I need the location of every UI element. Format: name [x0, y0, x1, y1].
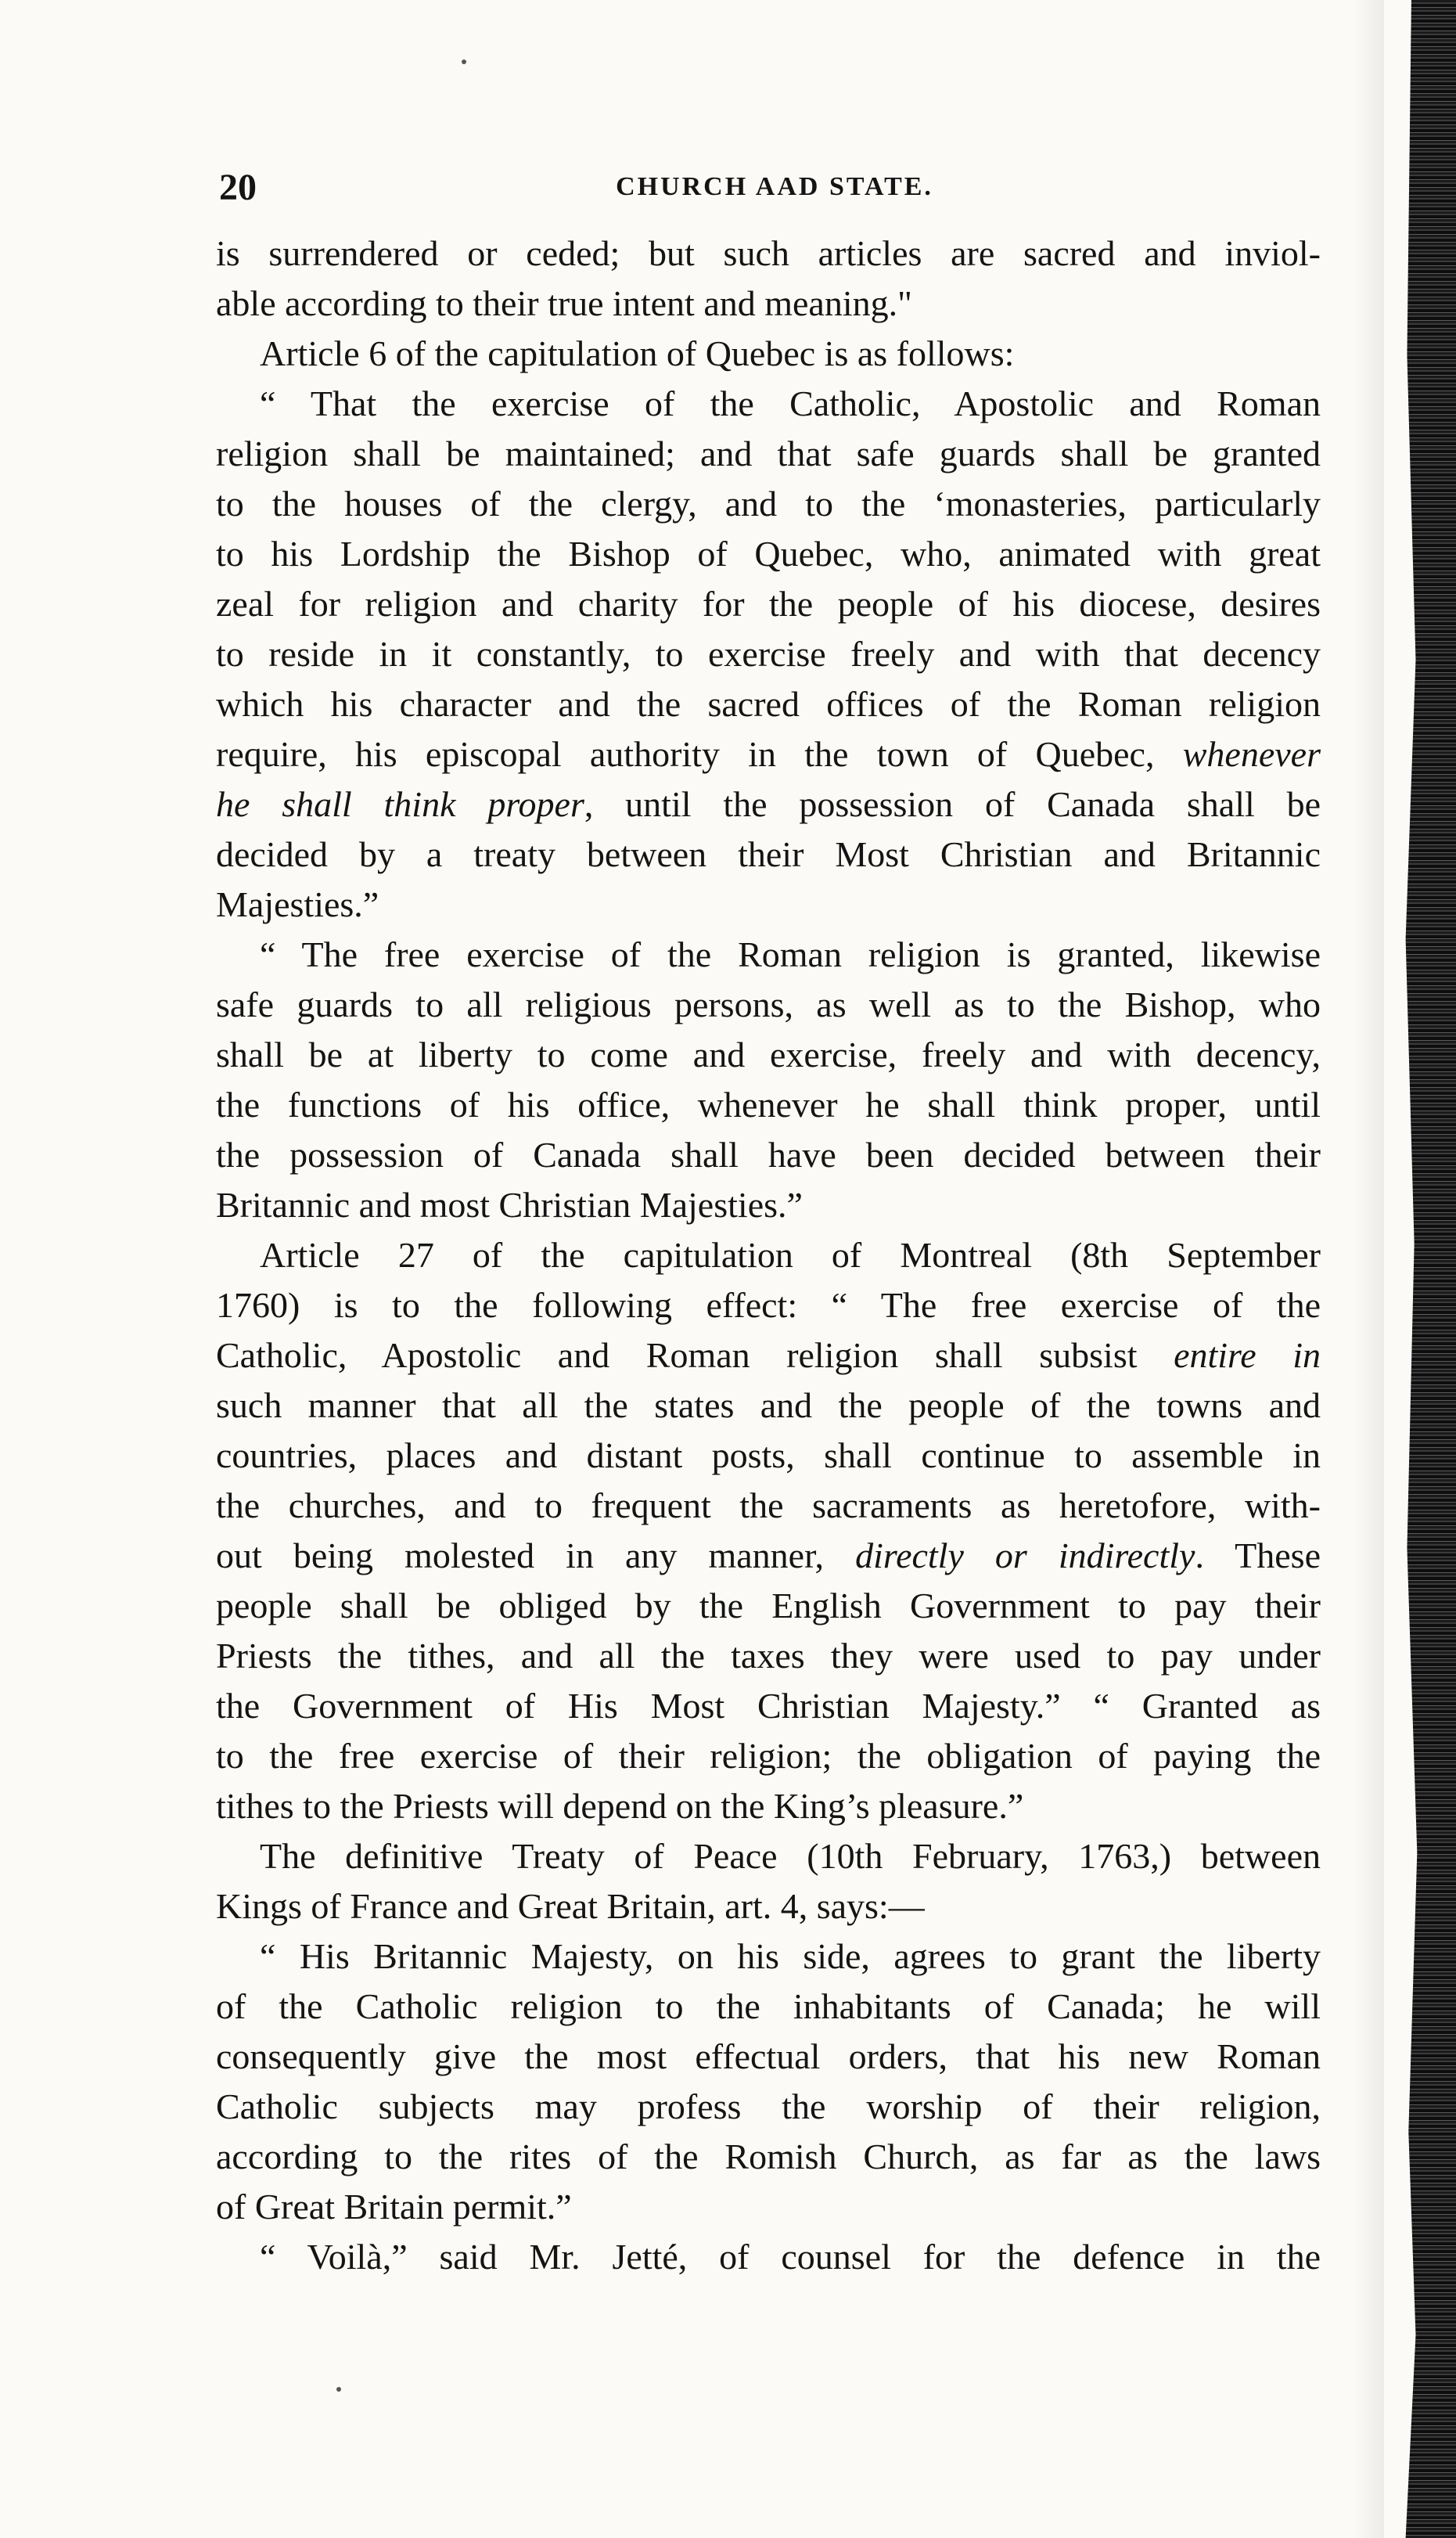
text-line: to the houses of the clergy, and to the ‘monasteries, particularly — [216, 484, 1321, 524]
ink-speck — [462, 59, 466, 64]
page-number: 20 — [219, 167, 257, 208]
page-header — [219, 166, 1330, 213]
text-line: is surrendered or ceded; but such articles are sacred and inviol- — [216, 233, 1321, 273]
text-line: able according to their true intent and meaning." — [216, 283, 912, 323]
text-line: people shall be obliged by the English Government to pay their — [216, 1586, 1321, 1625]
text-line: require, his episcopal authority in the town of Quebec, whenever — [216, 734, 1321, 774]
text-line: religion shall be maintained; and that safe guards shall be granted — [216, 434, 1321, 473]
text-line: the possession of Canada shall have been decided between their — [216, 1135, 1321, 1175]
text-line: Catholic subjects may profess the worship of their religion, — [216, 2086, 1321, 2126]
text-line: of Great Britain permit.” — [216, 2187, 572, 2227]
text-line: tithes to the Priests will depend on the King’s pleasure.” — [216, 1786, 1024, 1826]
text-line: such manner that all the states and the people of the towns and — [216, 1385, 1321, 1425]
text-line: consequently give the most effectual orders, that his new Roman — [216, 2036, 1321, 2076]
text-line: “ The free exercise of the Roman religion is granted, likewise — [260, 934, 1321, 974]
text-line: according to the rites of the Romish Church, as far as the laws — [216, 2137, 1321, 2176]
text-line: 1760) is to the following effect: “ The free exercise of the — [216, 1285, 1321, 1325]
text-line: Priests the tithes, and all the taxes they were used to pay under — [216, 1636, 1321, 1676]
text-line: Article 27 of the capitulation of Montreal (8th September — [260, 1235, 1321, 1275]
text-line: Kings of France and Great Britain, art. 4, says:— — [216, 1886, 925, 1926]
text-line: The definitive Treaty of Peace (10th February, 1763,) between — [260, 1836, 1321, 1876]
text-line: the churches, and to frequent the sacraments as heretofore, with- — [216, 1485, 1321, 1525]
page-gutter-shadow — [1353, 0, 1384, 2538]
text-line: countries, places and distant posts, shall continue to assemble in — [216, 1435, 1321, 1475]
text-line: which his character and the sacred offices of the Roman religion — [216, 684, 1321, 724]
body-text — [216, 229, 1321, 2282]
running-head: CHURCH AAD STATE. — [616, 172, 933, 201]
text-line: to the free exercise of their religion; the obligation of paying the — [216, 1736, 1321, 1776]
text-line: of the Catholic religion to the inhabitants of Canada; he will — [216, 1986, 1321, 2026]
text-line: to his Lordship the Bishop of Quebec, who, animated with great — [216, 534, 1321, 574]
text-line: he shall think proper, until the possession of Canada shall be — [216, 784, 1321, 824]
ink-speck — [336, 2387, 341, 2392]
text-line: Article 6 of the capitulation of Quebec is as follows: — [260, 333, 1015, 373]
text-line: to reside in it constantly, to exercise freely and with that decency — [216, 634, 1321, 674]
text-line: the Government of His Most Christian Majesty.” “ Granted as — [216, 1686, 1321, 1726]
text-line: “ Voilà,” said Mr. Jetté, of counsel for the defence in the — [260, 2237, 1321, 2277]
text-line: decided by a treaty between their Most Christian and Britannic — [216, 834, 1321, 874]
text-line: out being molested in any manner, directly or indirectly. These — [216, 1535, 1321, 1575]
text-line: zeal for religion and charity for the people of his diocese, desires — [216, 584, 1321, 624]
text-line: “ That the exercise of the Catholic, Apostolic and Roman — [260, 383, 1321, 423]
text-line: Catholic, Apostolic and Roman religion shall subsist entire in — [216, 1335, 1321, 1375]
text-line: Majesties.” — [216, 884, 379, 924]
book-edge — [1384, 0, 1456, 2538]
text-line: safe guards to all religious persons, as well as to the Bishop, who — [216, 985, 1321, 1024]
text-line: the functions of his office, whenever he shall think proper, until — [216, 1085, 1321, 1125]
text-line: “ His Britannic Majesty, on his side, agrees to grant the liberty — [260, 1936, 1321, 1976]
text-line: shall be at liberty to come and exercise, freely and with decency, — [216, 1035, 1321, 1075]
text-line: Britannic and most Christian Majesties.” — [216, 1185, 803, 1225]
